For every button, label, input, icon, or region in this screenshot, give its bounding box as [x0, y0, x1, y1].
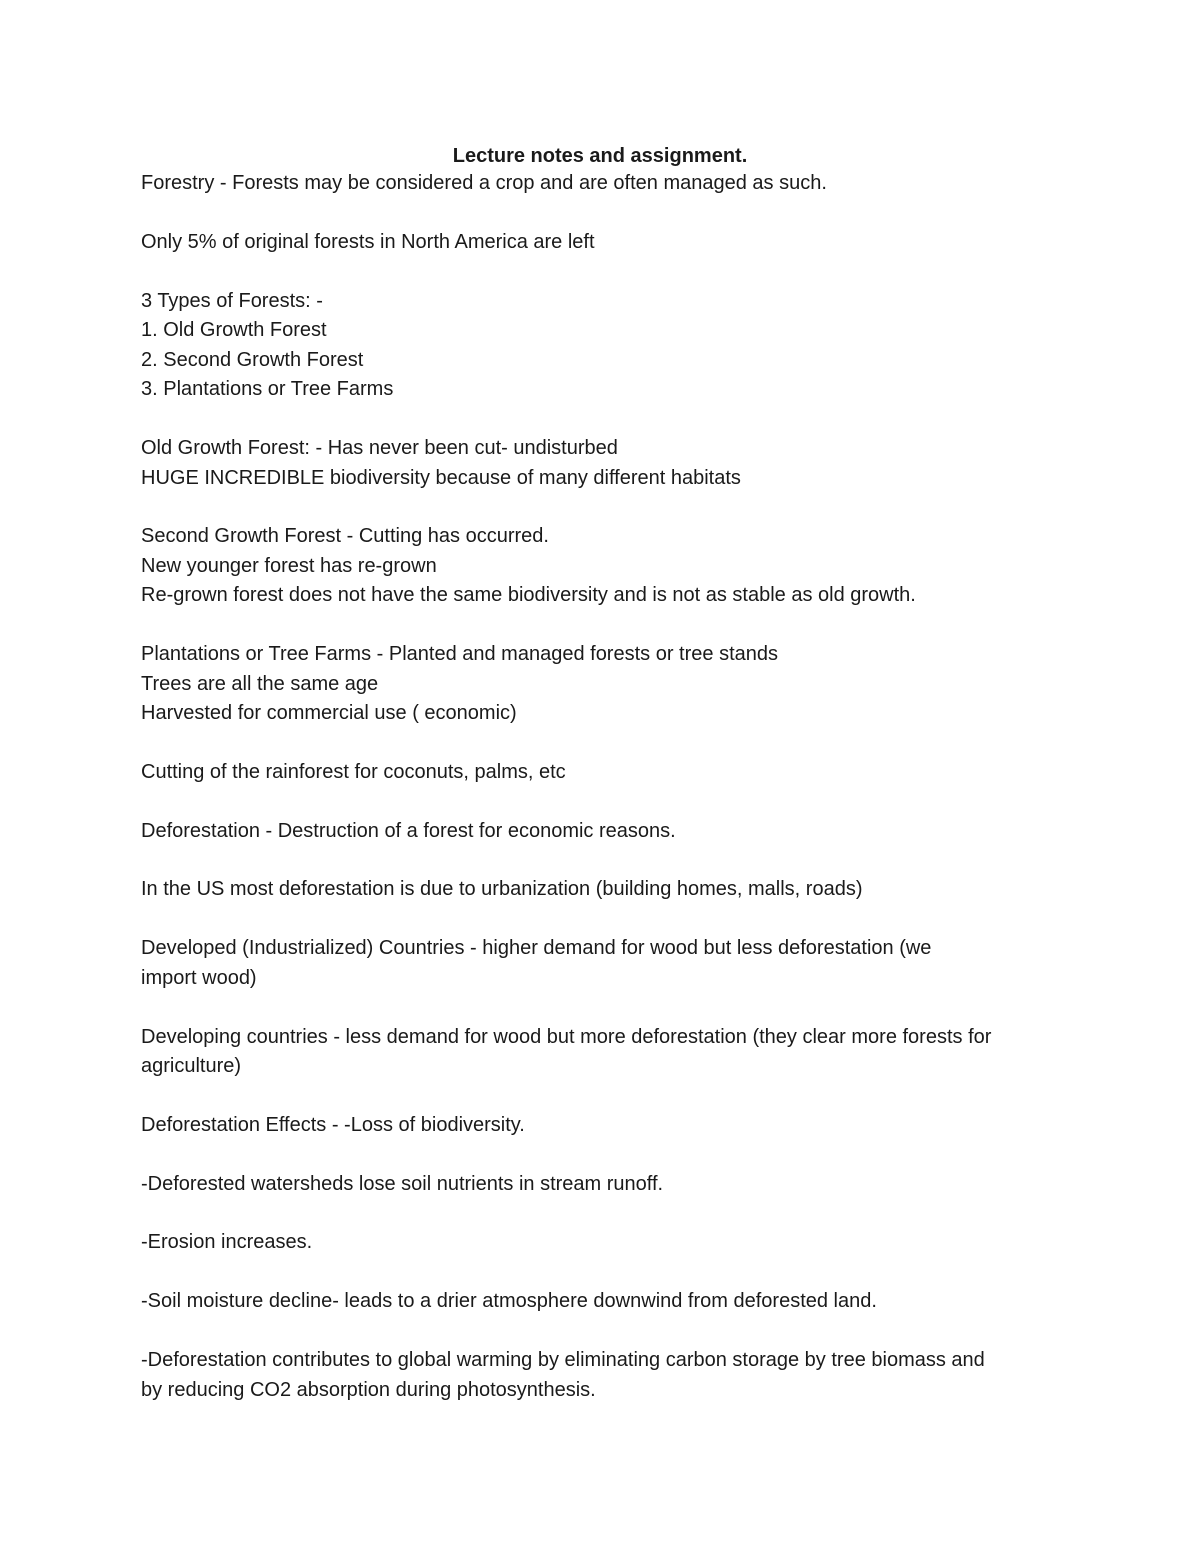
list-item: 3. Plantations or Tree Farms [141, 378, 394, 400]
text-line: Deforestation Effects - -Loss of biodiversity. [141, 1114, 525, 1136]
text-line: Cutting of the rainforest for coconuts, palms, etc [141, 761, 566, 783]
text-line: by reducing CO2 absorption during photosynthesis. [141, 1379, 596, 1401]
text-line: -Soil moisture decline- leads to a drier atmosphere downwind from deforested land. [141, 1290, 877, 1312]
text-line: New younger forest has re-grown [141, 555, 437, 577]
text-line: Forestry - Forests may be considered a crop and are often managed as such. [141, 172, 827, 194]
text-line: In the US most deforestation is due to urbanization (building homes, malls, roads) [141, 878, 863, 900]
text-line: Re-grown forest does not have the same biodiversity and is not as stable as old growth. [141, 584, 916, 606]
text-line: -Deforestation contributes to global warming by eliminating carbon storage by tree biomass and [141, 1349, 985, 1371]
text-line: HUGE INCREDIBLE biodiversity because of many different habitats [141, 467, 741, 489]
text-line: Only 5% of original forests in North America are left [141, 231, 595, 253]
text-line: Second Growth Forest - Cutting has occurred. [141, 525, 549, 547]
text-line: 3 Types of Forests: - [141, 290, 323, 312]
text-line: agriculture) [141, 1055, 242, 1077]
text-line: Trees are all the same age [141, 673, 379, 695]
list-item: 1. Old Growth Forest [141, 319, 327, 341]
text-line: import wood) [141, 967, 257, 989]
list-item: 2. Second Growth Forest [141, 349, 364, 371]
text-line: Developing countries - less demand for wood but more deforestation (they clear more forests for [141, 1026, 992, 1048]
text-line: Deforestation - Destruction of a forest for economic reasons. [141, 820, 676, 842]
text-line: Developed (Industrialized) Countries - higher demand for wood but less deforestation (we [141, 937, 932, 959]
document-title: Lecture notes and assignment. [452, 145, 748, 167]
text-line: Plantations or Tree Farms - Planted and managed forests or tree stands [141, 643, 778, 665]
text-line: Old Growth Forest: - Has never been cut- undisturbed [141, 437, 618, 459]
text-line: -Erosion increases. [141, 1231, 313, 1253]
text-line: -Deforested watersheds lose soil nutrients in stream runoff. [141, 1173, 664, 1195]
text-line: Harvested for commercial use ( economic) [141, 702, 517, 724]
